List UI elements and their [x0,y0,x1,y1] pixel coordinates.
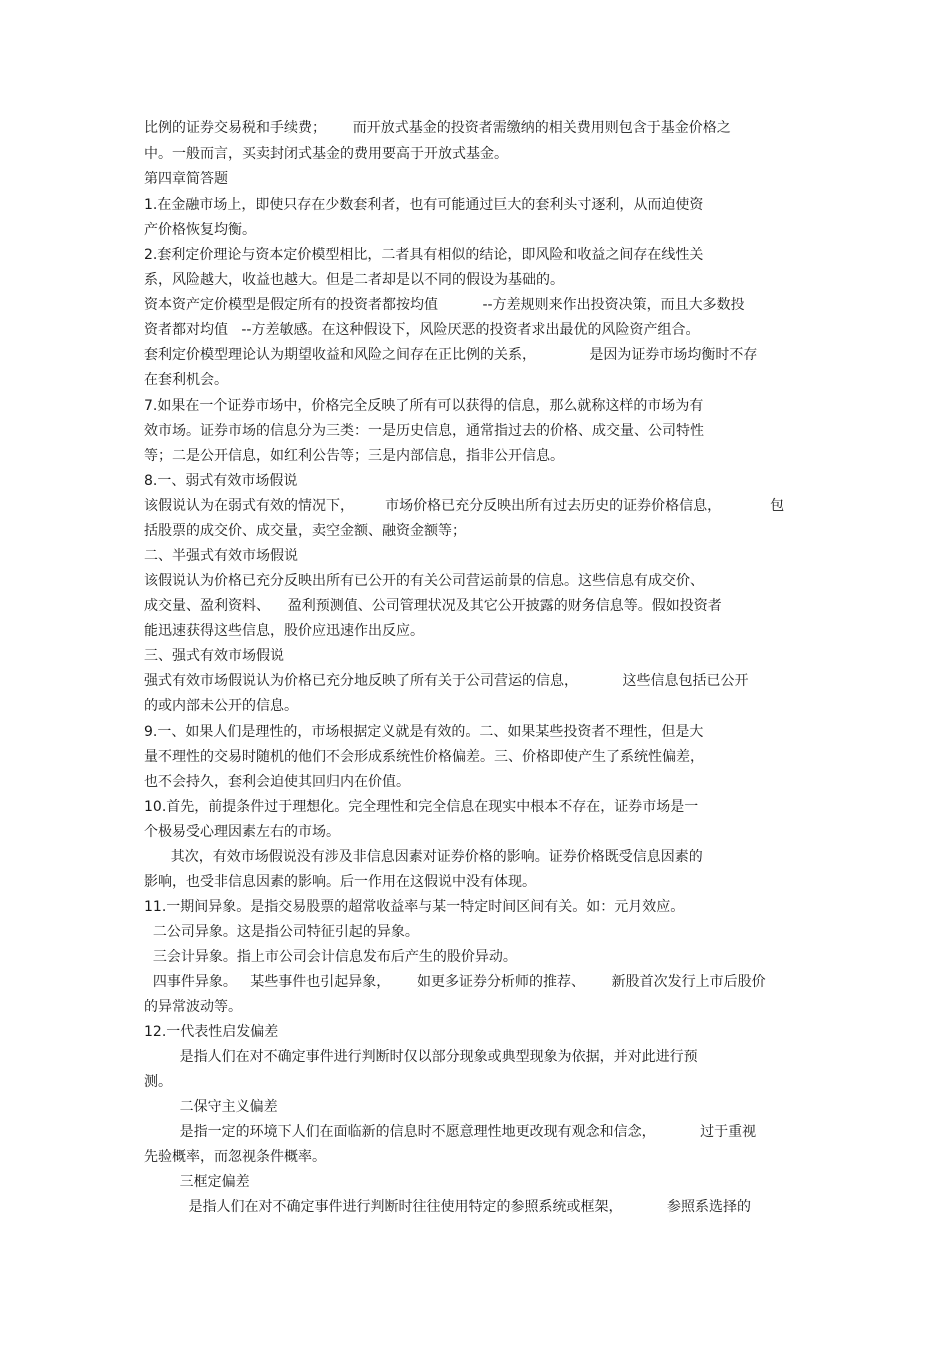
text-line: 7.如果在一个证券市场中，价格完全反映了所有可以获得的信息，那么就称这样的市场为有 [144,398,704,414]
text-line: 强式有效市场假说认为价格已充分地反映了所有关于公司营运的信息， 这些信息包括已公开 [144,673,749,689]
section-heading: 第四章简答题 [144,171,228,187]
text-line: 二公司异象。这是指公司特征引起的异象。 [144,924,419,940]
text-line: 中。一般而言，买卖封闭式基金的费用要高于开放式基金。 [144,146,508,162]
text-line: 是指人们在对不确定事件进行判断时仅以部分现象或典型现象为依据，并对此进行预 [144,1049,698,1065]
text-line: 四事件异象。 某些事件也引起异象， 如更多证券分析师的推荐、 新股首次发行上市后股价 [144,974,766,990]
text-line: 三、强式有效市场假说 [144,648,284,664]
text-line: 套利定价模型理论认为期望收益和风险之间存在正比例的关系， 是因为证券市场均衡时不存 [144,347,758,363]
text-line: 1.在金融市场上，即使只存在少数套利者，也有可能通过巨大的套利头寸逐利，从而迫使资 [144,197,704,213]
text-line: 12.一代表性启发偏差 [144,1024,279,1040]
text-line: 能迅速获得这些信息，股价应迅速作出反应。 [144,623,424,639]
text-line: 个极易受心理因素左右的市场。 [144,824,340,840]
text-line: 的异常波动等。 [144,999,242,1015]
text-line: 的或内部未公开的信息。 [144,698,298,714]
text-line: 资本资产定价模型是假定所有的投资者都按均值 --方差规则来作出投资决策，而且大多数投 [144,297,745,313]
text-line: 在套利机会。 [144,372,228,388]
text-line: 是指一定的环境下人们在面临新的信息时不愿意理性地更改现有观念和信念， 过于重视 [144,1124,757,1140]
text-line: 产价格恢复均衡。 [144,222,256,238]
text-line: 该假说认为在弱式有效的情况下， 市场价格已充分反映出所有过去历史的证券价格信息， 包 [144,498,785,514]
text-line: 影响，也受非信息因素的影响。后一作用在这假说中没有体现。 [144,874,536,890]
text-line: 成交量、盈利资料、 盈利预测值、公司管理状况及其它公开披露的财务信息等。假如投资者 [144,598,722,614]
text-line: 先验概率，而忽视条件概率。 [144,1149,326,1165]
text-line: 测。 [144,1074,172,1090]
text-line: 是指人们在对不确定事件进行判断时往往使用特定的参照系统或框架， 参照系选择的 [144,1199,752,1215]
text-line: 三会计异象。指上市公司会计信息发布后产生的股价异动。 [144,949,517,965]
text-line: 10.首先，前提条件过于理想化。完全理性和完全信息在现实中根本不存在，证券市场是一 [144,799,699,815]
text-line: 也不会持久，套利会迫使其回归内在价值。 [144,774,410,790]
text-line: 9.一、如果人们是理性的，市场根据定义就是有效的。二、如果某些投资者不理性，但是大 [144,724,704,740]
text-line: 量不理性的交易时随机的他们不会形成系统性价格偏差。三、价格即使产生了系统性偏差， [144,749,704,765]
text-line: 其次，有效市场假说没有涉及非信息因素对证券价格的影响。证券价格既受信息因素的 [144,849,703,865]
text-line: 二保守主义偏差 [144,1099,278,1115]
text-line: 系，风险越大，收益也越大。但是二者却是以不同的假设为基础的。 [144,272,564,288]
text-line: 等；二是公开信息，如红利公告等；三是内部信息，指非公开信息。 [144,448,564,464]
text-line: 11.一期间异象。是指交易股票的超常收益率与某一特定时间区间有关。如：元月效应。 [144,899,685,915]
text-line: 括股票的成交价、成交量，卖空金额、融资金额等； [144,523,466,539]
text-line: 比例的证券交易税和手续费； 而开放式基金的投资者需缴纳的相关费用则包含于基金价格之 [144,120,731,136]
text-line: 该假说认为价格已充分反映出所有已公开的有关公司营运前景的信息。这些信息有成交价、 [144,573,704,589]
text-line: 效市场。证券市场的信息分为三类：一是历史信息，通常指过去的价格、成交量、公司特性 [144,423,704,439]
text-line: 8.一、弱式有效市场假说 [144,473,298,489]
text-line: 资者都对均值 --方差敏感。在这种假设下，风险厌恶的投资者求出最优的风险资产组合。 [144,322,700,338]
text-line: 三框定偏差 [144,1174,250,1190]
text-line: 二、半强式有效市场假说 [144,548,298,564]
text-line: 2.套利定价理论与资本定价模型相比，二者具有相似的结论，即风险和收益之间存在线性关 [144,247,704,263]
